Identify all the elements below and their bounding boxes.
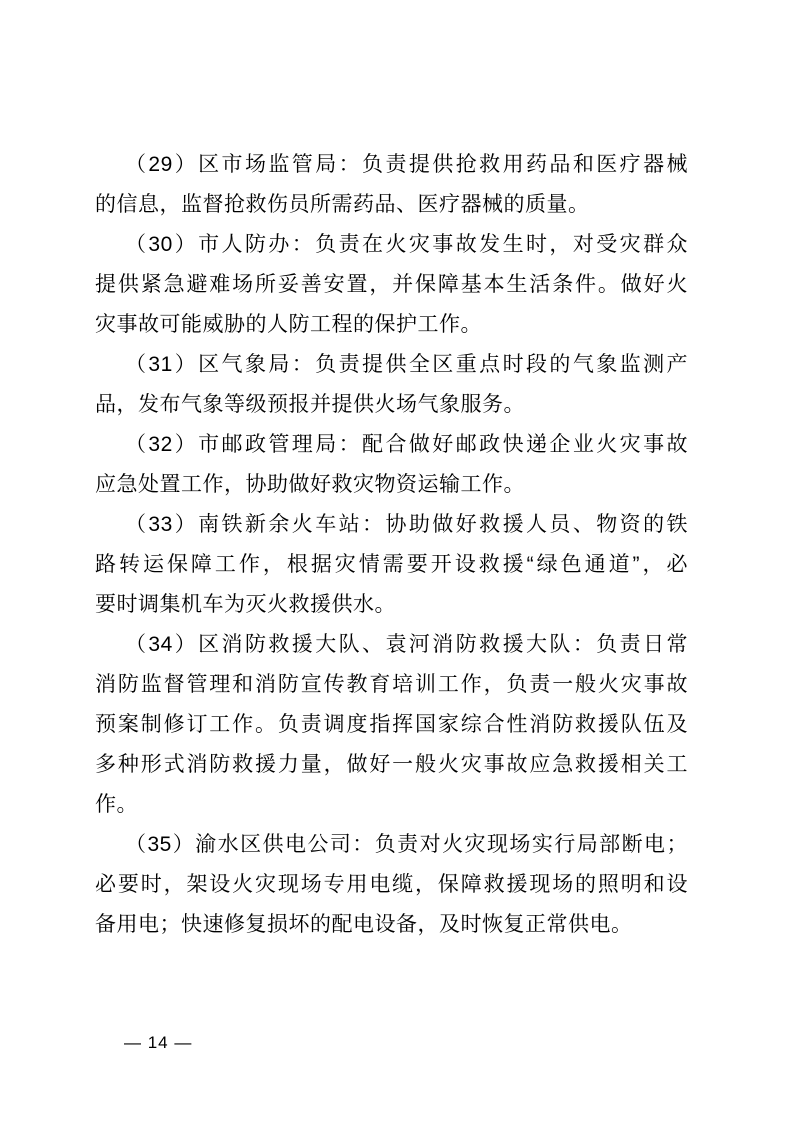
text-line: （31）区气象局：负责提供全区重点时段的气象监测产 (125, 353, 688, 376)
text-line: 品，发布气象等级预报并提供火场气象服务。 (95, 393, 525, 416)
paragraph-item-30 (95, 225, 688, 345)
text-line: 作。 (95, 793, 138, 816)
text-line: 备用电；快速修复损坏的配电设备，及时恢复正常供电。 (95, 913, 633, 936)
paragraph-item-29 (95, 145, 688, 225)
text-line: 灾事故可能威胁的人防工程的保护工作。 (95, 313, 482, 336)
paragraph-item-35 (95, 825, 688, 945)
paragraph-item-33 (95, 505, 688, 625)
text-line: （30）市人防办：负责在火灾事故发生时，对受灾群众 (125, 233, 688, 256)
text-line: 预案制修订工作。负责调度指挥国家综合性消防救援队伍及 (95, 713, 688, 736)
page-footer (124, 1031, 192, 1055)
text-line: 路转运保障工作，根据灾情需要开设救援“绿色通道”，必 (95, 553, 688, 576)
paragraph-item-32 (95, 425, 688, 505)
text-line: （32）市邮政管理局：配合做好邮政快递企业火灾事故 (125, 433, 688, 456)
text-line: 必要时，架设火灾现场专用电缆，保障救援现场的照明和设 (95, 873, 688, 896)
text-line: 要时调集机车为灭火救援供水。 (95, 593, 396, 616)
text-line: 多种形式消防救援力量，做好一般火灾事故应急救援相关工 (95, 753, 688, 776)
text-line: （35）渝水区供电公司：负责对火灾现场实行局部断电； (125, 833, 688, 856)
text-line: （33）南铁新余火车站：协助做好救援人员、物资的铁 (125, 513, 688, 536)
text-line: 消防监督管理和消防宣传教育培训工作，负责一般火灾事故 (95, 673, 688, 696)
paragraph-item-31 (95, 345, 688, 425)
text-line: 应急处置工作，协助做好救灾物资运输工作。 (95, 473, 525, 496)
text-line: （29）区市场监管局：负责提供抢救用药品和医疗器械 (125, 153, 688, 176)
paragraph-item-34 (95, 625, 688, 825)
text-line: 提供紧急避难场所妥善安置，并保障基本生活条件。做好火 (95, 273, 688, 296)
page-number: — 14 — (124, 1033, 193, 1052)
text-line: 的信息，监督抢救伤员所需药品、医疗器械的质量。 (95, 193, 590, 216)
text-line: （34）区消防救援大队、袁河消防救援大队：负责日常 (125, 633, 688, 656)
document-body (95, 145, 688, 945)
